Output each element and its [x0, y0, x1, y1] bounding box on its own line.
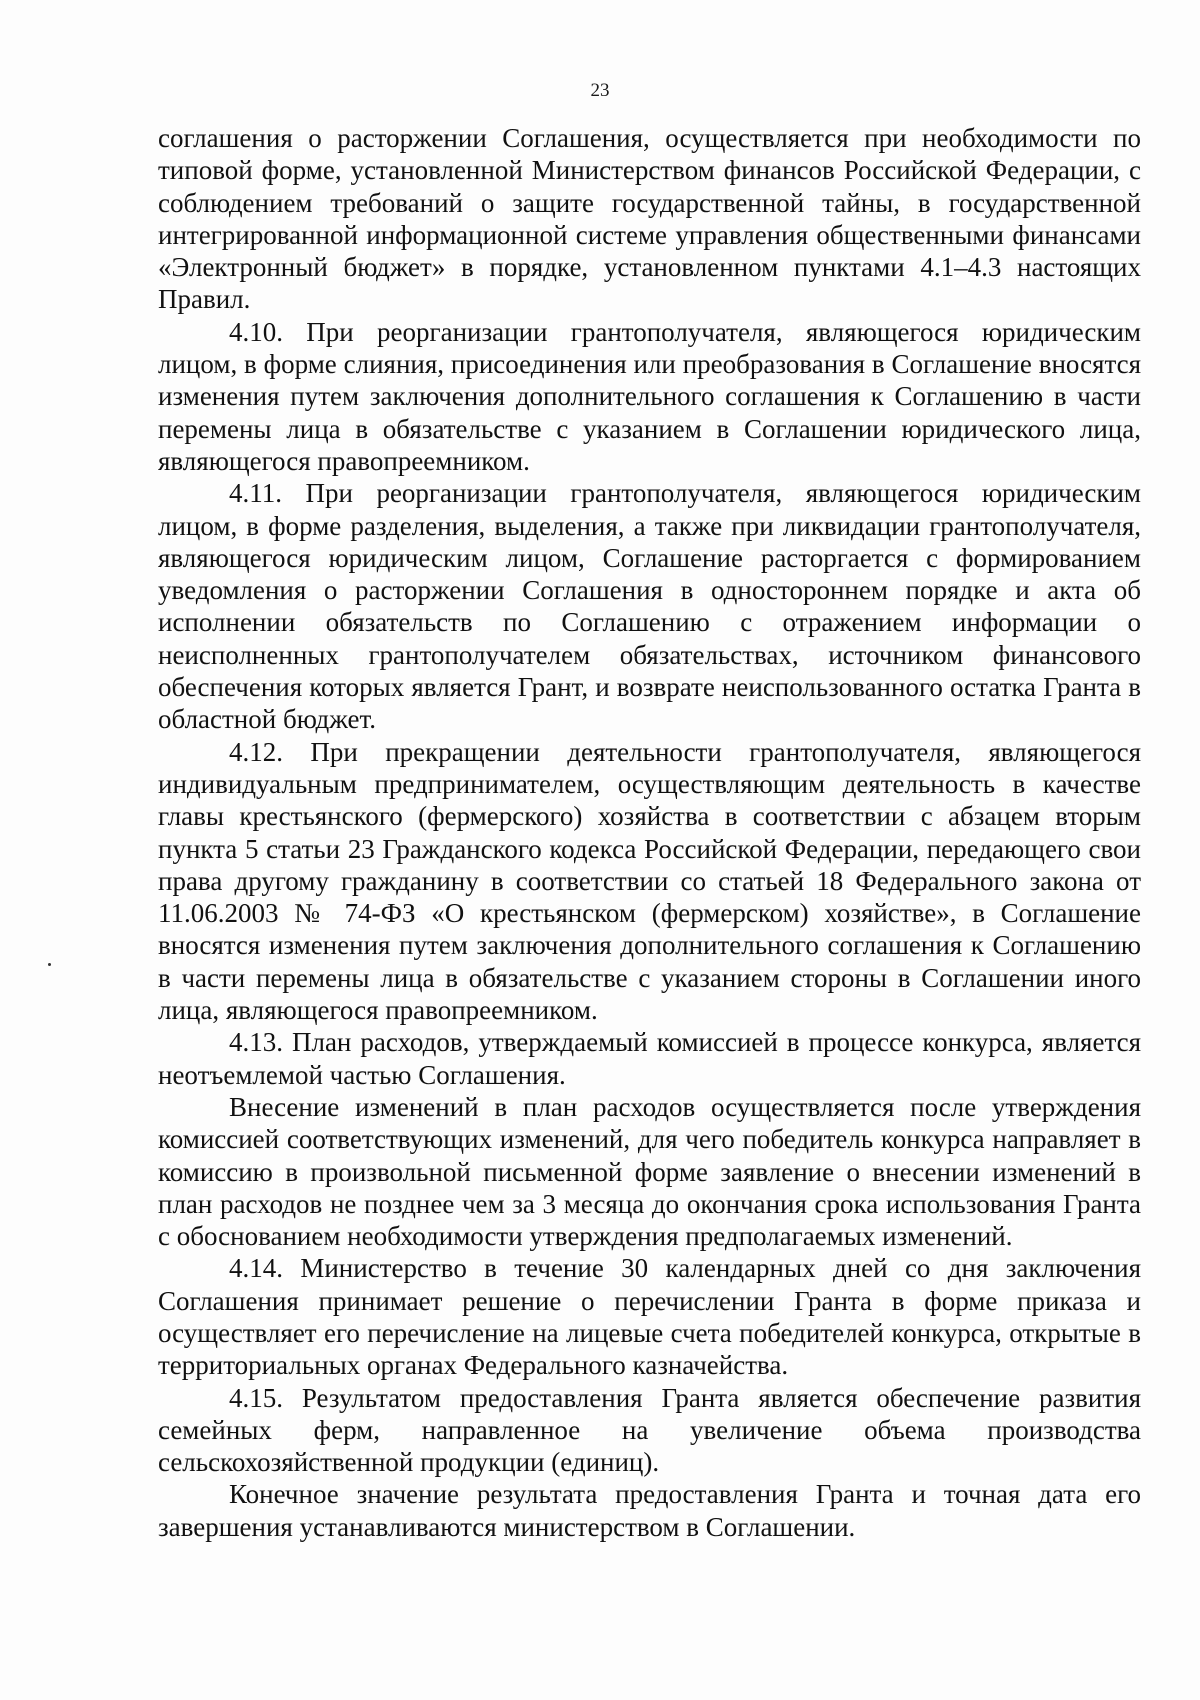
page-number: 23 [590, 80, 610, 101]
paragraph-4-13-amendments: Внесение изменений в план расходов осуществляется после утверждения комиссией соответствующих изменений, для чего победитель конкурса направляет в комиссию в произвольной письменной форме заявление о внесении изменений в план расходов не позднее чем за 3 месяца до окончания срока использования Гранта с обоснованием необходимости утверждения предполагаемых изменений. [158, 1091, 1141, 1252]
paragraph-4-15-final-value: Конечное значение результата предоставления Гранта и точная дата его завершения устанавливаются министерством в Соглашении. [158, 1479, 1141, 1542]
paragraph-4-13: 4.13. План расходов, утверждаемый комиссией в процессе конкурса, является неотъемлемой частью Соглашения. [158, 1027, 1141, 1090]
document-body [158, 122, 1141, 1543]
paragraph-4-10: 4.10. При реорганизации грантополучателя, являющегося юридическим лицом, в форме слияния, присоединения или преобразования в Соглашение вносятся изменения путем заключения дополнительного соглашения к Соглашению в части перемены лица в обязательстве с указанием в Соглашении юридического лица, являющегося правопреемником. [158, 316, 1141, 476]
paragraph-4-12: 4.12. При прекращении деятельности грантополучателя, являющегося индивидуальным предпринимателем, осуществляющим деятельность в качестве главы крестьянского (фермерского) хозяйства в соответствии с абзацем вторым пункта 5 статьи 23 Гражданского кодекса Российской Федерации, передающего свои права другому гражданину в соответствии со статьей 18 Федерального закона от 11.06.2003 № 74-ФЗ «О крестьянском (фермерском) хозяйстве», в Соглашение вносятся изменения путем заключения дополнительного соглашения к Соглашению в части перемены лица в обязательстве с указанием стороны в Соглашении иного лица, являющегося правопреемником. [158, 736, 1141, 1026]
paragraph-4-11: 4.11. При реорганизации грантополучателя, являющегося юридическим лицом, в форме разделения, выделения, а также при ликвидации грантополучателя, являющегося юридическим лицом, Соглашение расторгается с формированием уведомления о расторжении Соглашения в одностороннем порядке и акта об исполнении обязательств по Соглашению с отражением информации о неисполненных грантополучателем обязательствах, источником финансового обеспечения которых является Грант, и возврате неиспользованного остатка Гранта в областной бюджет. [158, 478, 1141, 735]
paragraph-4-14: 4.14. Министерство в течение 30 календарных дней со дня заключения Соглашения принимает решение о перечислении Гранта в форме приказа и осуществляет его перечисление на лицевые счета победителей конкурса, открытые в территориальных органах Федерального казначейства. [158, 1253, 1141, 1381]
paragraph-continuation: соглашения о расторжении Соглашения, осуществляется при необходимости по типовой форме, установленной Министерством финансов Российской Федерации, с соблюдением требований о защите государственной тайны, в государственной интегрированной информационной системе управления общественными финансами «Электронный бюджет» в порядке, установленном пунктами 4.1–4.3 настоящих Правил. [158, 123, 1141, 315]
paragraph-4-15: 4.15. Результатом предоставления Гранта является обеспечение развития семейных ферм, направленное на увеличение объема производства сельскохозяйственной продукции (единиц). [158, 1382, 1141, 1478]
scan-speck [48, 963, 51, 966]
